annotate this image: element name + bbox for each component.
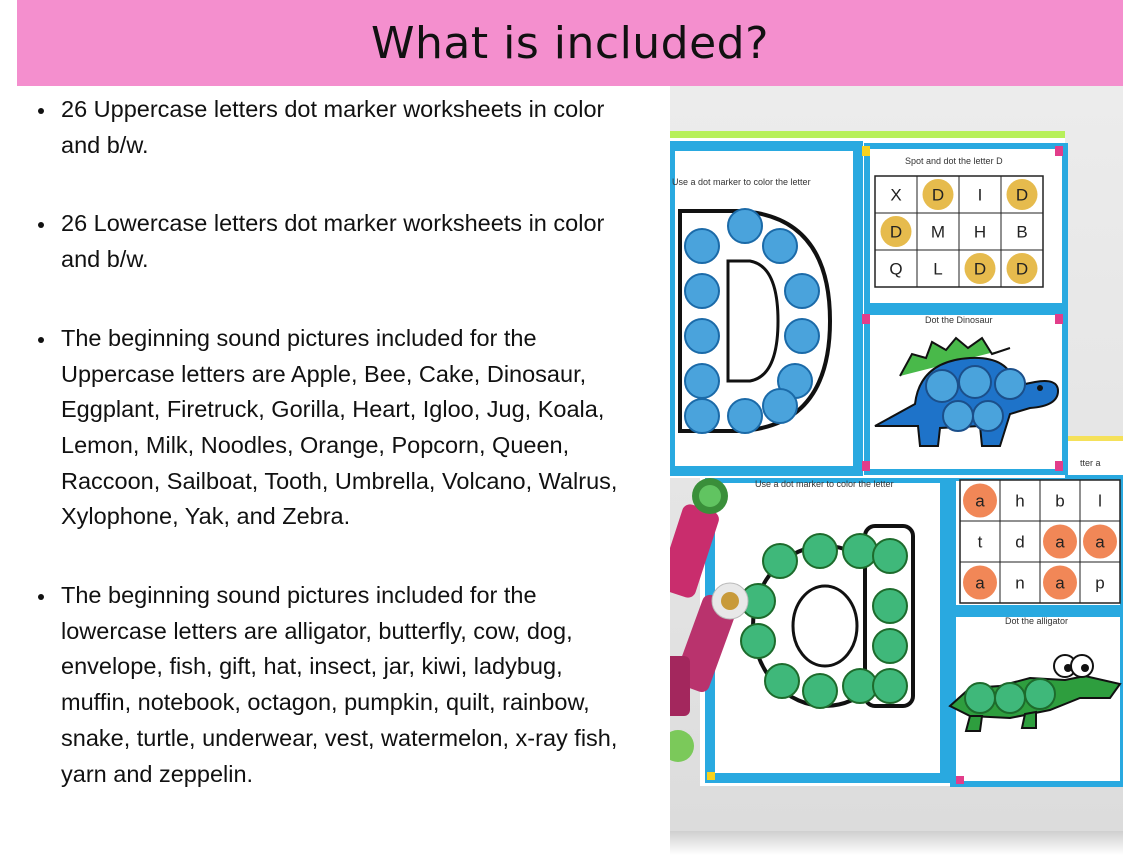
- grid-letter: B: [1016, 222, 1028, 242]
- grid-letter: l: [1098, 491, 1102, 511]
- dot-mark: [765, 664, 799, 698]
- letter-d-counter: [728, 261, 778, 381]
- list-item: [30, 206, 670, 277]
- grid-letter: d: [1015, 532, 1025, 552]
- grid-letter: a: [1095, 532, 1105, 552]
- dot-mark: [873, 589, 907, 623]
- list-item-line: Uppercase letters are Apple, Bee, Cake, Dinosaur,: [61, 360, 587, 387]
- uppercase-sheet: [670, 138, 1065, 478]
- list-item-line: 26 Lowercase letters dot marker worksheets in color: [61, 210, 605, 237]
- list-item-line: Eggplant, Firetruck, Gorilla, Heart, Igloo, Jug, Koala,: [61, 396, 605, 423]
- dot-mark: [843, 534, 877, 568]
- grid-letter: a: [975, 573, 985, 593]
- grid-letter: I: [977, 185, 983, 205]
- dot-mark: [728, 209, 762, 243]
- grid-letter: a: [1055, 532, 1065, 552]
- list-item-line: The beginning sound pictures included for the: [61, 324, 537, 351]
- grid-letter: p: [1095, 573, 1105, 593]
- list-item-line: muffin, notebook, octagon, pumpkin, quilt, rainbow,: [61, 689, 590, 716]
- dot-mark: [741, 624, 775, 658]
- grid-letter: H: [973, 222, 987, 242]
- list-item-line: snake, turtle, underwear, vest, watermelon, x-ray fish,: [61, 724, 618, 751]
- grid-letter: D: [889, 222, 903, 242]
- dot-mark: [785, 274, 819, 308]
- list-item-line: and b/w.: [61, 246, 149, 273]
- photo-shadow: [670, 831, 1123, 855]
- grid-letter: D: [973, 259, 987, 279]
- grid-letter: a: [975, 491, 985, 511]
- worksheet-photo: [670, 86, 1123, 831]
- grid-letter: Q: [889, 259, 903, 279]
- list-item: [30, 92, 670, 163]
- grid-letter: D: [1015, 259, 1029, 279]
- grid-letter: n: [1015, 573, 1025, 593]
- dot-mark: [685, 274, 719, 308]
- grid-letter: L: [933, 259, 943, 279]
- dot-mark: [873, 669, 907, 703]
- dot-mark: [763, 389, 797, 423]
- grid-letter: M: [930, 222, 946, 242]
- list-item: [30, 321, 670, 535]
- list-item-line: lowercase letters are alligator, butterfly, cow, dog,: [61, 617, 573, 644]
- dot-mark: [843, 669, 877, 703]
- list-item-line: and b/w.: [61, 131, 149, 158]
- lowercase-instruction: Use a dot marker to color the letter: [755, 479, 894, 489]
- spot-title: Spot and dot the letter D: [905, 156, 1003, 166]
- list-item-line: Lemon, Milk, Noodles, Orange, Popcorn, Queen,: [61, 431, 570, 458]
- grid-letter: b: [1055, 491, 1065, 511]
- dot-mark: [803, 674, 837, 708]
- dot-mark: [685, 399, 719, 433]
- list-item-line: Xylophone, Yak, and Zebra.: [61, 503, 351, 530]
- list-item-line: yarn and zeppelin.: [61, 760, 254, 787]
- dot-mark: [873, 539, 907, 573]
- grid-letter: t: [977, 532, 983, 552]
- dot-mark: [685, 229, 719, 263]
- header-banner: [17, 0, 1123, 86]
- list-item: [30, 578, 670, 792]
- dot-mark: [685, 319, 719, 353]
- grid-letter: D: [1015, 185, 1029, 205]
- dot-mark: [873, 629, 907, 663]
- page-title: What is included?: [371, 17, 769, 69]
- dot-mark: [763, 544, 797, 578]
- list-item-line: 26 Uppercase letters dot marker worksheets in color: [61, 96, 605, 122]
- dot-mark: [685, 364, 719, 398]
- included-list: [30, 92, 670, 835]
- worksheet-illustration: [670, 86, 1123, 831]
- dot-mark: [728, 399, 762, 433]
- grid-letter: X: [890, 185, 902, 205]
- list-item-line: The beginning sound pictures included for the: [61, 582, 537, 609]
- grid-letter: h: [1015, 491, 1025, 511]
- dinosaur-title: Dot the Dinosaur: [925, 315, 993, 325]
- grid-letter: D: [931, 185, 945, 205]
- uppercase-instruction: Use a dot marker to color the letter: [672, 177, 811, 187]
- list-item-line: Raccoon, Sailboat, Tooth, Umbrella, Volcano, Walrus,: [61, 467, 618, 494]
- letter-a-counter: [793, 586, 857, 666]
- list-item-line: envelope, fish, gift, hat, insect, jar, kiwi, ladybug,: [61, 653, 563, 680]
- dot-mark: [803, 534, 837, 568]
- letter-grid: [875, 176, 1043, 287]
- spot-title-fragment: tter a: [1080, 458, 1101, 468]
- dot-mark: [763, 229, 797, 263]
- letter-grid: [960, 480, 1120, 603]
- grid-letter: a: [1055, 573, 1065, 593]
- alligator-title: Dot the alligator: [1005, 616, 1069, 626]
- dot-mark: [785, 319, 819, 353]
- lowercase-sheet: [700, 441, 1123, 786]
